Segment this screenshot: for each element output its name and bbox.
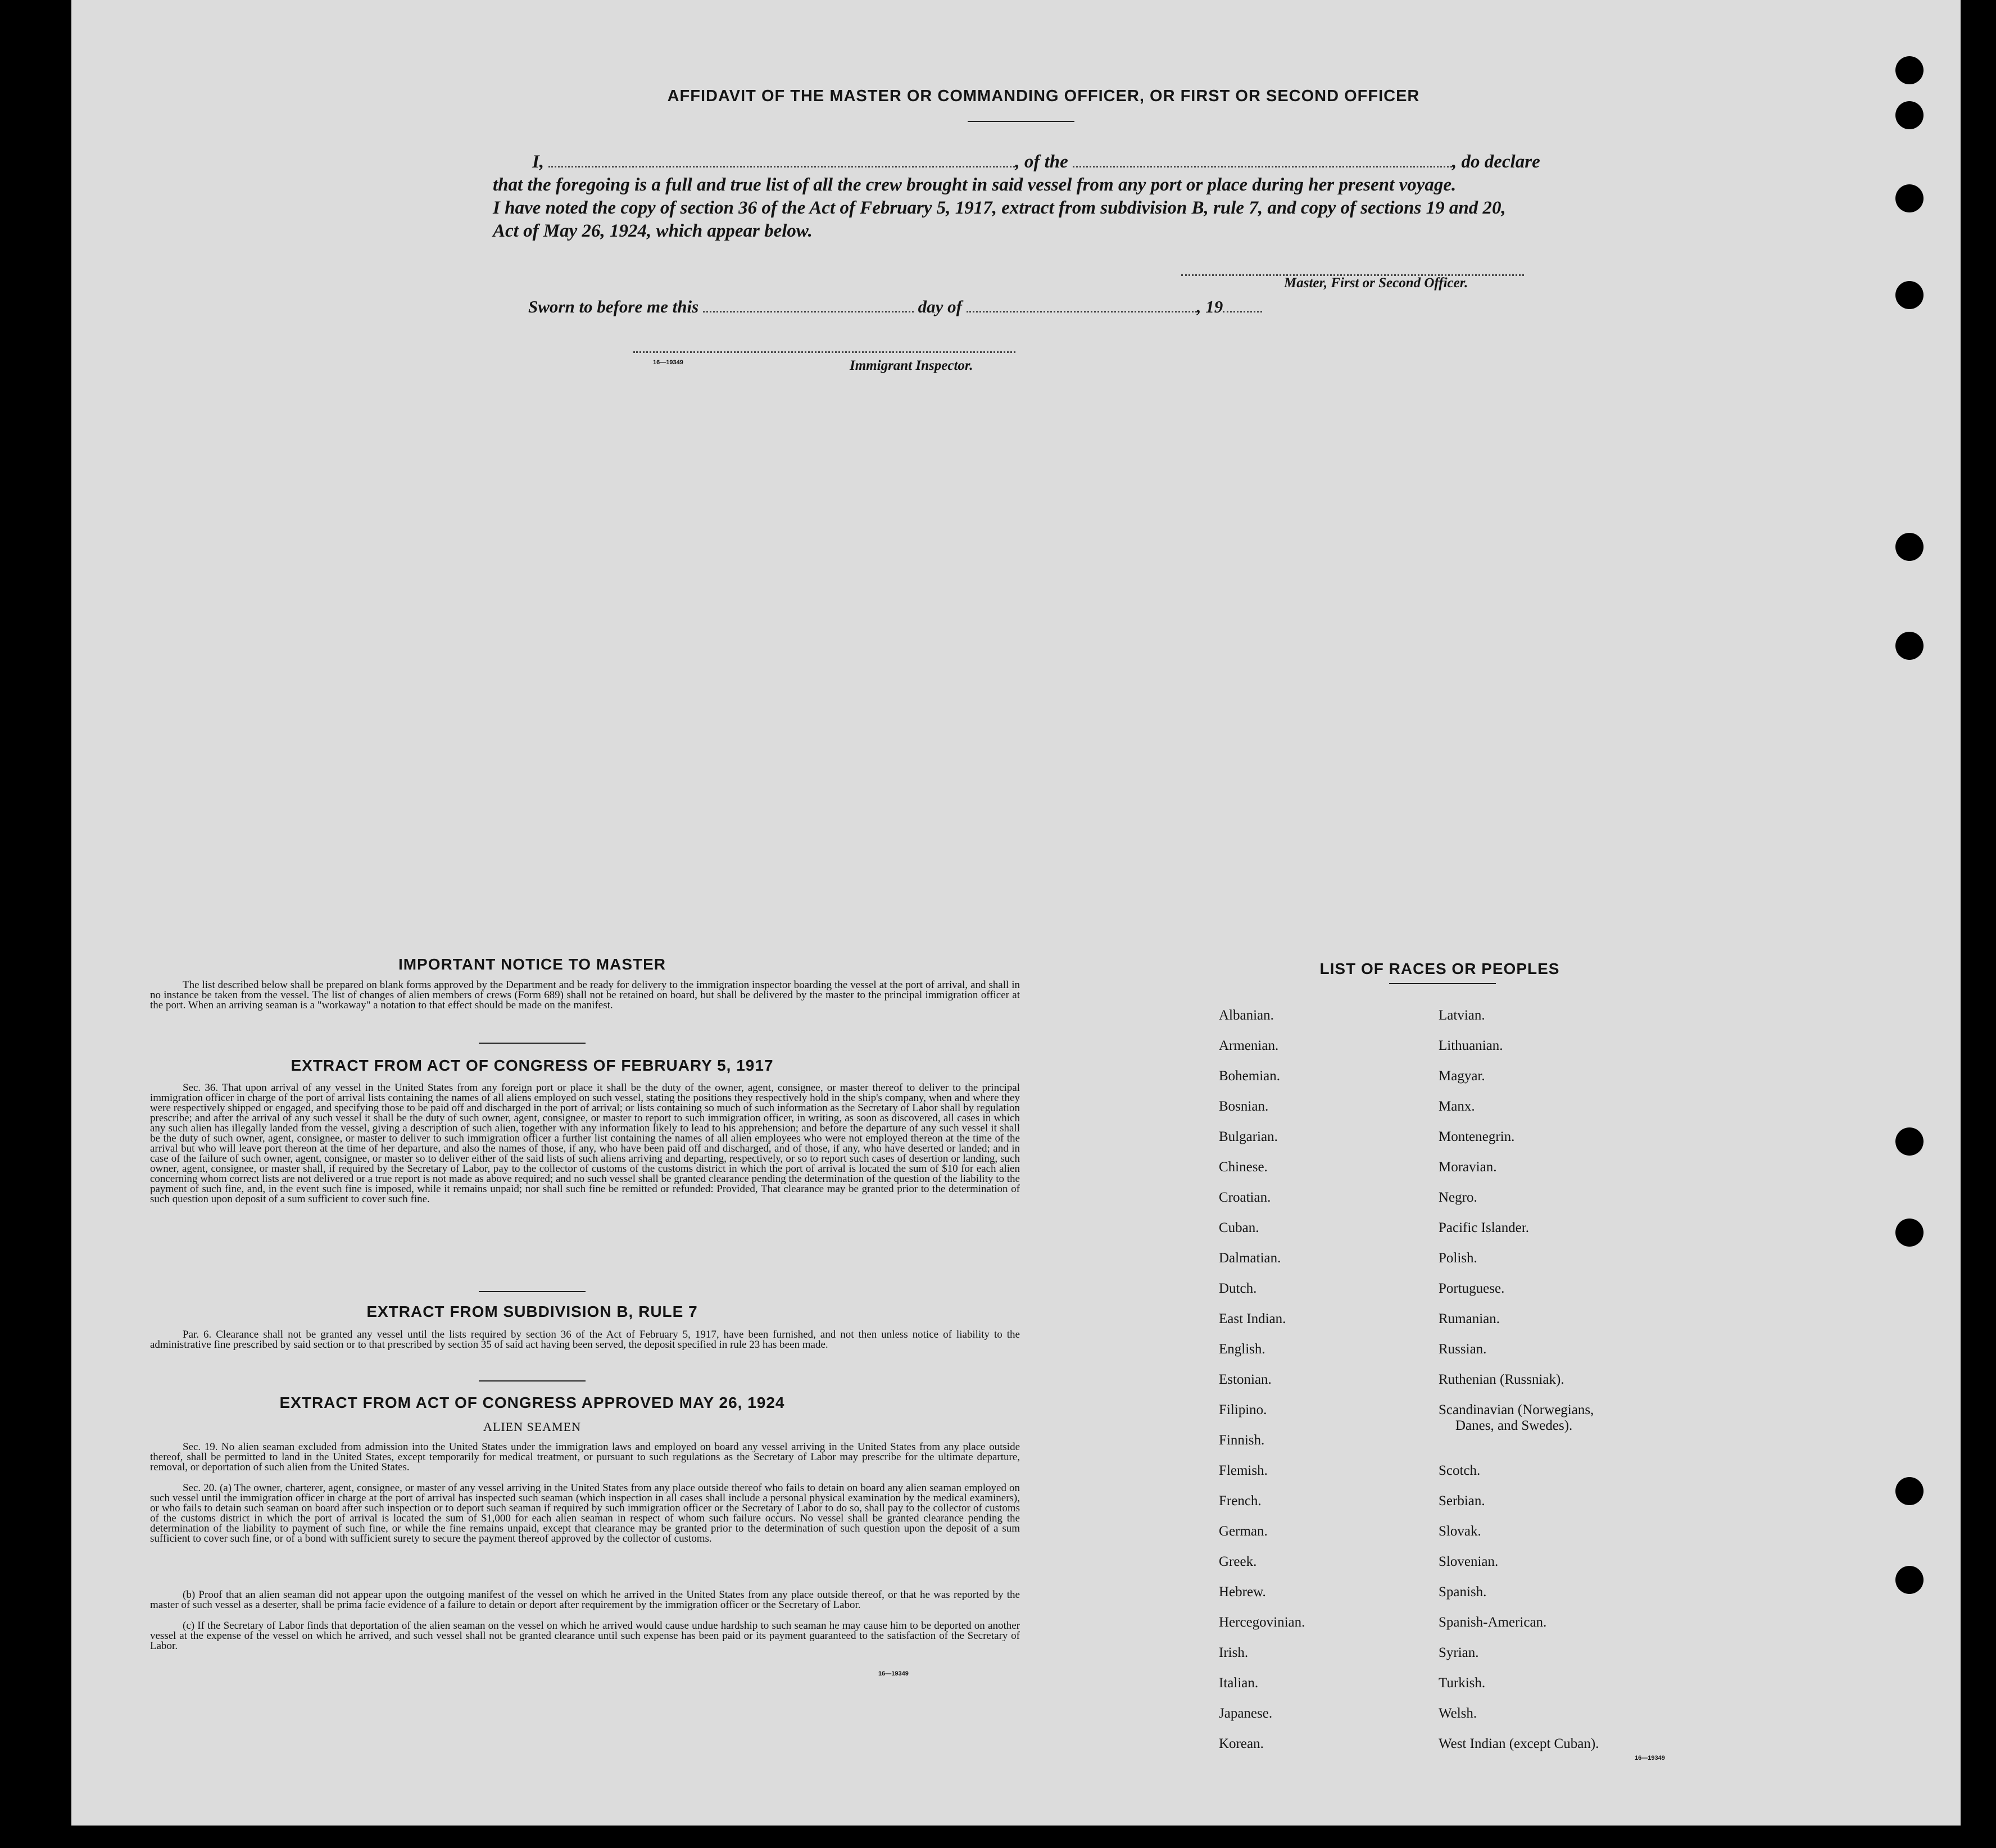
race-item: Cuban. bbox=[1219, 1220, 1259, 1235]
race-item: Italian. bbox=[1219, 1675, 1259, 1691]
master-signature-label: Master, First or Second Officer. bbox=[1284, 275, 1468, 291]
punch-hole bbox=[1895, 101, 1924, 129]
race-item: Spanish-American. bbox=[1439, 1615, 1547, 1630]
race-item: Serbian. bbox=[1439, 1493, 1485, 1509]
race-item: Hercegovinian. bbox=[1219, 1615, 1305, 1630]
race-item: Slovak. bbox=[1439, 1524, 1481, 1539]
punch-hole bbox=[1895, 1127, 1924, 1156]
title-divider bbox=[968, 121, 1074, 122]
race-item: Ruthenian (Russniak). bbox=[1439, 1372, 1564, 1387]
race-item: Lithuanian. bbox=[1439, 1038, 1503, 1053]
rule-7-text: Par. 6. Clearance shall not be granted any vessel until the lists required by section 36 of the Act of February 5, 1917, have been furnished, and not then unless notice of liability to the administrative fine prescribed by said section or to that prescribed by section 35 of said act having been served, the deposit specified in rule 23 has been made. bbox=[150, 1329, 1020, 1351]
races-title: LIST OF RACES OR PEOPLES bbox=[1319, 960, 1560, 977]
inspector-signature-label: Immigrant Inspector. bbox=[850, 358, 973, 373]
day-of-label: day of bbox=[918, 297, 962, 316]
race-item: Syrian. bbox=[1439, 1645, 1479, 1660]
sworn-year-field[interactable] bbox=[1223, 311, 1262, 312]
punch-hole bbox=[1895, 1477, 1924, 1505]
race-item: Bulgarian. bbox=[1219, 1129, 1278, 1144]
race-item: Magyar. bbox=[1439, 1068, 1485, 1084]
declaration-line-2: that the foregoing is a full and true list of all the crew brought in said vessel from any port or place during her present voyage. bbox=[493, 175, 1457, 195]
races-column-1 bbox=[1219, 1008, 1305, 1767]
race-item: Montenegrin. bbox=[1439, 1129, 1515, 1144]
race-item: Flemish. bbox=[1219, 1463, 1268, 1478]
race-item: Dutch. bbox=[1219, 1281, 1257, 1296]
race-item: Bosnian. bbox=[1219, 1099, 1269, 1114]
divider bbox=[479, 1380, 586, 1382]
punch-hole bbox=[1895, 533, 1924, 561]
races-column-2 bbox=[1439, 1008, 1599, 1767]
race-item: Negro. bbox=[1439, 1190, 1477, 1205]
race-item: Manx. bbox=[1439, 1099, 1475, 1114]
race-item: Turkish. bbox=[1439, 1675, 1486, 1691]
race-item: Greek. bbox=[1219, 1554, 1257, 1569]
sworn-label: Sworn to before me this bbox=[528, 297, 699, 316]
race-item: Finnish. bbox=[1219, 1433, 1265, 1448]
punch-hole bbox=[1895, 1219, 1924, 1247]
race-item: Croatian. bbox=[1219, 1190, 1271, 1205]
race-item: Latvian. bbox=[1439, 1008, 1485, 1023]
notice-title: IMPORTANT NOTICE TO MASTER bbox=[398, 955, 666, 973]
divider bbox=[479, 1043, 586, 1044]
race-item: English. bbox=[1219, 1342, 1265, 1357]
declaration-line-3: I have noted the copy of section 36 of the Act of February 5, 1917, extract from subdivision B, rule 7, and copy of sections 19 and 20, bbox=[493, 198, 1506, 218]
race-item: Slovenian. bbox=[1439, 1554, 1499, 1569]
punch-hole bbox=[1895, 281, 1924, 309]
race-item: French. bbox=[1219, 1493, 1262, 1509]
do-declare-label: , do declare bbox=[1452, 152, 1540, 172]
race-item: German. bbox=[1219, 1524, 1268, 1539]
race-item: Hebrew. bbox=[1219, 1584, 1266, 1600]
affidavit-title: AFFIDAVIT OF THE MASTER OR COMMANDING OFFICER, OR FIRST OR SECOND OFFICER bbox=[667, 87, 1420, 105]
race-item: Bohemian. bbox=[1219, 1068, 1281, 1084]
divider bbox=[479, 1291, 586, 1292]
punch-hole bbox=[1895, 1566, 1924, 1594]
vessel-name-field[interactable] bbox=[1073, 166, 1452, 167]
notice-text: The list described below shall be prepared on blank forms approved by the Department and be ready for delivery to the immigration inspector boarding the vessel at the port of arrival, and shall in no instance be taken from the vessel. The list of changes of alien members of crews (Form 689) shall not be retained on board, but shall be delivered by the master to the principal immigration officer at the port. When an arriving seaman is a "workaway" a notation to that effect should be made on the manifest. bbox=[150, 979, 1020, 1011]
extract-1924-title: EXTRACT FROM ACT OF CONGRESS APPROVED MAY 26, 1924 bbox=[279, 1394, 785, 1411]
punch-hole bbox=[1895, 184, 1924, 212]
race-item: Polish. bbox=[1439, 1251, 1477, 1266]
sworn-date-field[interactable] bbox=[703, 311, 914, 312]
form-number: 16—19349 bbox=[878, 1670, 909, 1677]
punch-hole bbox=[1895, 56, 1924, 84]
race-item: Scotch. bbox=[1439, 1463, 1481, 1478]
declarant-label: I, bbox=[532, 152, 545, 172]
race-item: Irish. bbox=[1219, 1645, 1249, 1660]
section-36-text: Sec. 36. That upon arrival of any vessel in the United States from any foreign port or place it shall be the duty of the owner, agent, consignee, or master thereof to deliver to the principal immigration officer in charge of the port of arrival lists containing the names of all aliens employed on such vessel, stating the positions they respectively hold in the ship's company, when and where they were respectively shipped or engaged, and specifying those to be paid off and discharged in the port of arrival; or lists containing so much of such information as the Secretary of Labor shall by regulation prescribe; and after the arrival of any such vessel it shall be the duty of such owner, agent, consignee, or master to report to such immigration officer, in writing, as soon as discovered, all cases in which any such alien has illegally landed from the vessel, giving a description of such alien, together with any information likely to lead to his apprehension; and before the departure of any such vessel it shall be the duty of such owner, agent, consignee, or master to deliver to such immigration officer a further list containing the names of all alien employees who were not employed thereon at the time of the arrival but who will leave port thereon at the time of her departure, and also the names of those, if any, who have been paid off and discharged, and of those, if any, who have deserted or landed; and in case of the failure of such owner, agent, consignee, or master so to deliver either of the said lists of such aliens arriving and departing, respectively, or so to report such cases of desertion or landing, such owner, agent, consignee, or master shall, if required by the Secretary of Labor, pay to the collector of customs of the customs district in which the port of arrival is located the sum of $10 for each alien concerning whom correct lists are not delivered or a true report is not made as above required; and no such vessel shall be granted clearance pending the determination of the question of the liability to the payment of such fine, and, in the event such fine is imposed, while it remains unpaid; nor shall such fine be remitted or refunded: Provided, That clearance may be granted prior to the determination of such question upon deposit of a sum sufficient to cover such fine. bbox=[150, 1082, 1020, 1205]
race-item: West Indian (except Cuban). bbox=[1439, 1736, 1599, 1751]
race-item: Japanese. bbox=[1219, 1706, 1273, 1721]
year-label: , 19 bbox=[1196, 297, 1223, 316]
section-19-text: Sec. 19. No alien seaman excluded from admission into the United States under the immigration laws and employed on board any vessel arriving in the United States from any place outside thereof, shall be permitted to land in the United States, except temporarily for medical treatment, or pursuant to such regulations as the Secretary of Labor may prescribe for the ultimate departure, removal, or deportation of such alien from the United States. bbox=[150, 1441, 1020, 1473]
race-item: Armenian. bbox=[1219, 1038, 1279, 1053]
punch-hole bbox=[1895, 632, 1924, 660]
race-item: Rumanian. bbox=[1439, 1311, 1500, 1326]
sworn-line bbox=[528, 297, 1262, 317]
declaration-line-4: Act of May 26, 1924, which appear below. bbox=[493, 221, 813, 241]
race-item: Russian. bbox=[1439, 1342, 1487, 1357]
race-item: Spanish. bbox=[1439, 1584, 1487, 1600]
race-item: Filipino. bbox=[1219, 1402, 1267, 1417]
declaration-text bbox=[493, 151, 1540, 243]
form-number: 16—19349 bbox=[1635, 1755, 1665, 1761]
race-item: Albanian. bbox=[1219, 1008, 1274, 1023]
inspector-signature-line[interactable] bbox=[633, 351, 1015, 353]
section-20c-text: (c) If the Secretary of Labor finds that deportation of the alien seaman on the vessel on which he arrived would cause undue hardship to such seaman he may cause him to be deported on another vessel at the expense of the vessel on which he arrived, and such vessel shall not be granted clearance until such expense has been paid or its payment guaranteed to the satisfaction of the Secretary of Labor. bbox=[150, 1620, 1020, 1652]
sworn-month-field[interactable] bbox=[967, 311, 1197, 312]
extract-1917-title: EXTRACT FROM ACT OF CONGRESS OF FEBRUARY 5, 1917 bbox=[291, 1057, 774, 1074]
document-page bbox=[71, 0, 1961, 1826]
rule-7-title: EXTRACT FROM SUBDIVISION B, RULE 7 bbox=[366, 1303, 698, 1320]
form-number: 16—19349 bbox=[653, 359, 683, 366]
race-item: Scandinavian (Norwegians, bbox=[1439, 1402, 1594, 1417]
section-20b-text: (b) Proof that an alien seaman did not appear upon the outgoing manifest of the vessel on which he arrived in the United States from any place outside thereof, or that he was reported by the master of such vessel as a deserter, shall be prima facie evidence of a failure to detain or deport after requirement by the immigration officer or the Secretary of Labor. bbox=[150, 1589, 1020, 1611]
race-item: Estonian. bbox=[1219, 1372, 1272, 1387]
divider bbox=[1389, 983, 1496, 984]
declarant-name-field[interactable] bbox=[548, 166, 1015, 167]
race-item: Dalmatian. bbox=[1219, 1251, 1281, 1266]
race-item: Welsh. bbox=[1439, 1706, 1477, 1721]
race-item: Pacific Islander. bbox=[1439, 1220, 1530, 1235]
race-item: Moravian. bbox=[1439, 1159, 1497, 1175]
section-20a-text: Sec. 20. (a) The owner, charterer, agent, consignee, or master of any vessel arriving in the United States from any place outside thereof who fails to detain on board any alien seaman employed on such vessel until the immigration officer in charge at the port of arrival has inspected such seaman (which inspection in all cases shall include a personal physical examination by the medical examiners), or who fails to detain such seaman on board after such inspection or to deport such seaman if required by such immigration officer or the Secretary of Labor to do so, shall pay to the collector of customs of the customs district in which the port of arrival is located the sum of $1,000 for each alien seaman in respect of whom such failure occurs. No vessel shall be granted clearance pending the determination of the liability to payment of such fine, or while the fine remains unpaid, except that clearance may be granted prior to the determination of such question upon the deposit of a sum sufficient to cover such fine, or of a bond with sufficient surety to secure the payment thereof approved by the collector of customs. bbox=[150, 1482, 1020, 1544]
alien-seamen-subtitle: ALIEN SEAMEN bbox=[483, 1420, 581, 1434]
race-item: Korean. bbox=[1219, 1736, 1264, 1751]
race-item: East Indian. bbox=[1219, 1311, 1286, 1326]
race-item: Chinese. bbox=[1219, 1159, 1268, 1175]
race-item: Portuguese. bbox=[1439, 1281, 1505, 1296]
of-the-label: , of the bbox=[1015, 152, 1068, 172]
race-item: Danes, and Swedes). bbox=[1455, 1418, 1573, 1433]
